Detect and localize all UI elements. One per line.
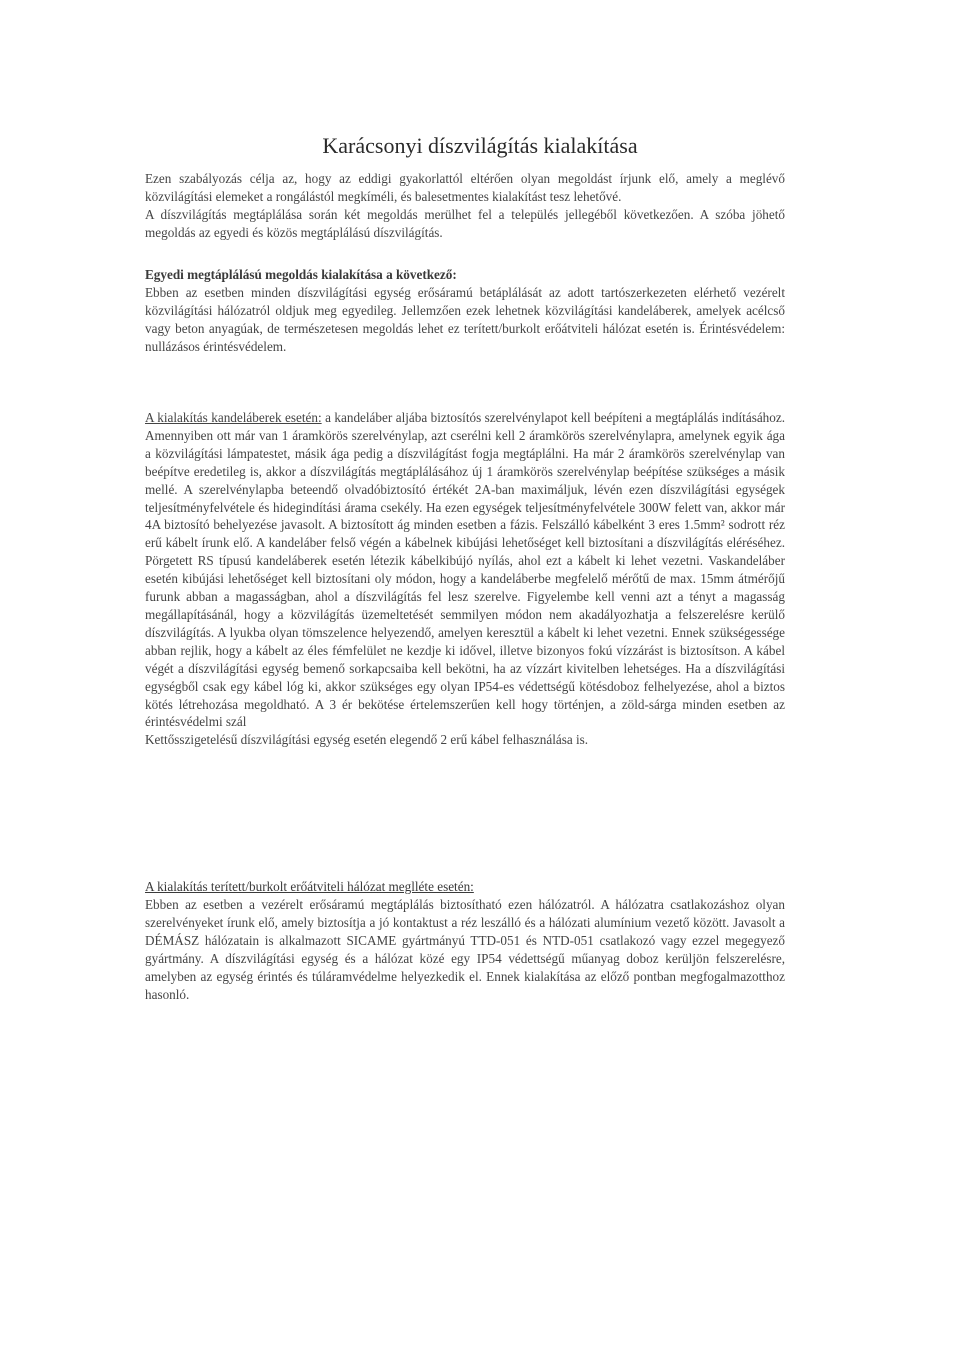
section1-paragraph: Ebben az esetben minden díszvilágítási egység erősáramú betáplálását az adott tartószerkezeten elérhető vezérelt közvilágítási hálózatról oldjuk meg egyedileg. Jellemzően ezek lehetnek közvilágítási kandeláberek, amelyek acélcső vagy beton anyagúak, de természetesen megoldás lehet ez terített/burkolt erőátviteli hálózat esetén is. Érintésvédelem: nullázásos érintésvédelem. <box>145 285 785 354</box>
kandelaber-text-end: Kettősszigetelésű díszvilágítási egység esetén elegendő 2 erű kábel felhasználása is. <box>145 732 589 748</box>
kandelaber-subheading: A kialakítás kandeláberek esetén: <box>145 410 322 425</box>
document-title: Karácsonyi díszvilágítás kialakítása <box>322 133 638 158</box>
intro-line-1: Ezen szabályozás célja az, hogy az eddigi gyakorlattól eltérően olyan megoldást írjunk elő, amely a meglévő közvilágítási elemeket a rongálástól megkíméli, és balesetmentes kialakítást tesz lehetővé. <box>145 171 785 204</box>
kandelaber-text: a kandeláber aljába biztosítós szerelvénylapot kell beépíteni a megtáplálás indításához. Amennyiben ott már van 1 áramkörös szerelvénylap, azt cserélni kell 2 áramkörös szerelvénylapra, amelynek egyik ága a közvilágítási lámpatestet, másik ága pedig a díszvilágítást fogja megtáplálni. Ha már 2 áramkörös szerelvénylap van beépítve eredetileg is, akkor a díszvilágítás megtáplálásához új 1 áramkörös szerelvénylap beépítése szükséges a másik mellé. A szerelvénylapba beteendő olvadóbiztosító értékét 2A-ban maximáljuk, lévén ezen díszvilágítási egységek teljesítményfelvétele és hidegindítási árama csekély. Ha ezen egységek teljesítményfelvétele 300W felett van, akkor már 4A biztosító behelyezése javasolt. A biztosított ág minden esetben a fázis. Felszálló kábelként 3 eres 1.5mm² sodrott réz erű kábelt írunk elő. A kandeláber felső végén a kábelnek kibújási lehetőséget kell biztosítani a díszvilágítás eléréséhez. Pörgetett RS típusú kandeláberek esetén létezik kábelkibújó nyílás, ahol ezt a kábelt ki lehet vezetni. Vaskandeláber esetén kibújási lehetőséget kell biztosítani oly módon, hogy a kandeláberbe megfelelő mérőtű de max. 15mm átmérőjű furunk abban a magasságban, ahol a díszvilágítás fel lesz szerelve. Figyelembe kell venni azt a tényt a magasság megállapításánál, hogy a közvilágítás üzemeltetését semmilyen módon nem akadályozhatja a felszerelésre kerülő díszvilágítás. A lyukba olyan tömszelence helyezendő, amelyen keresztül a kábelt ki lehet vezetni. Ennek szükségessége abban rejlik, hogy a kábelt az éles fémfelület ne kezdje ki idővel, illetve bizonyos fokú vízzárást is biztosítson. A kábel végét a díszvilágítási egység bemenő sorkapcsaiba kell bekötni, ha az vízzárt kivitelben lehetséges. Ha a díszvilágítási egységből csak egy kábel lóg ki, akkor szükséges egy olyan IP54-es védettségű kötésdoboz felhelyezése, ahol a biztos kötés létrehozása megoldható. A 3 ér bekötése értelemszerűen kell hogy történjen, a zöld-sárga minden esetben az érintésvédelmi szál <box>145 410 786 730</box>
intro-paragraph <box>145 170 785 242</box>
kandelaber-paragraph <box>145 409 785 749</box>
section-heading-egyedi: Egyedi megtáplálású megoldás kialakítása a következő: <box>145 267 457 282</box>
intro-line-2: A díszvilágítás megtáplálása során két megoldás merülhet fel a település jellegéből következően. A szóba jöhető megoldás az egyedi és közös megtáplálású díszvilágítás. <box>145 206 785 240</box>
section2-paragraph: Ebben az esetben a vezérelt erősáramú megtáplálás biztosítható ezen hálózatról. A hálózatra csatlakozáshoz olyan szerelvényeket írunk elő, amely biztosítja a jó kontaktust a réz leszálló és a hálózati alumínium vezető között. Javasolt a DÉMÁSZ hálózatain is alkalmazott SICAME gyártmányú TTD-051 és NTD-051 csatlakozó vagy ezzel megegyező gyártmány. A díszvilágítási egység és a hálózat közé egy IP54 védettségű műanyag doboz kerüljön felszerelésre, amelyben az egység érintés és túláramvédelme helyezkedik el. Ennek kialakítása az előző pontban megfogalmazotthoz hasonló. <box>145 897 785 1002</box>
section-heading-halozat: A kialakítás terített/burkolt erőátviteli hálózat meglléte esetén: <box>145 879 474 894</box>
